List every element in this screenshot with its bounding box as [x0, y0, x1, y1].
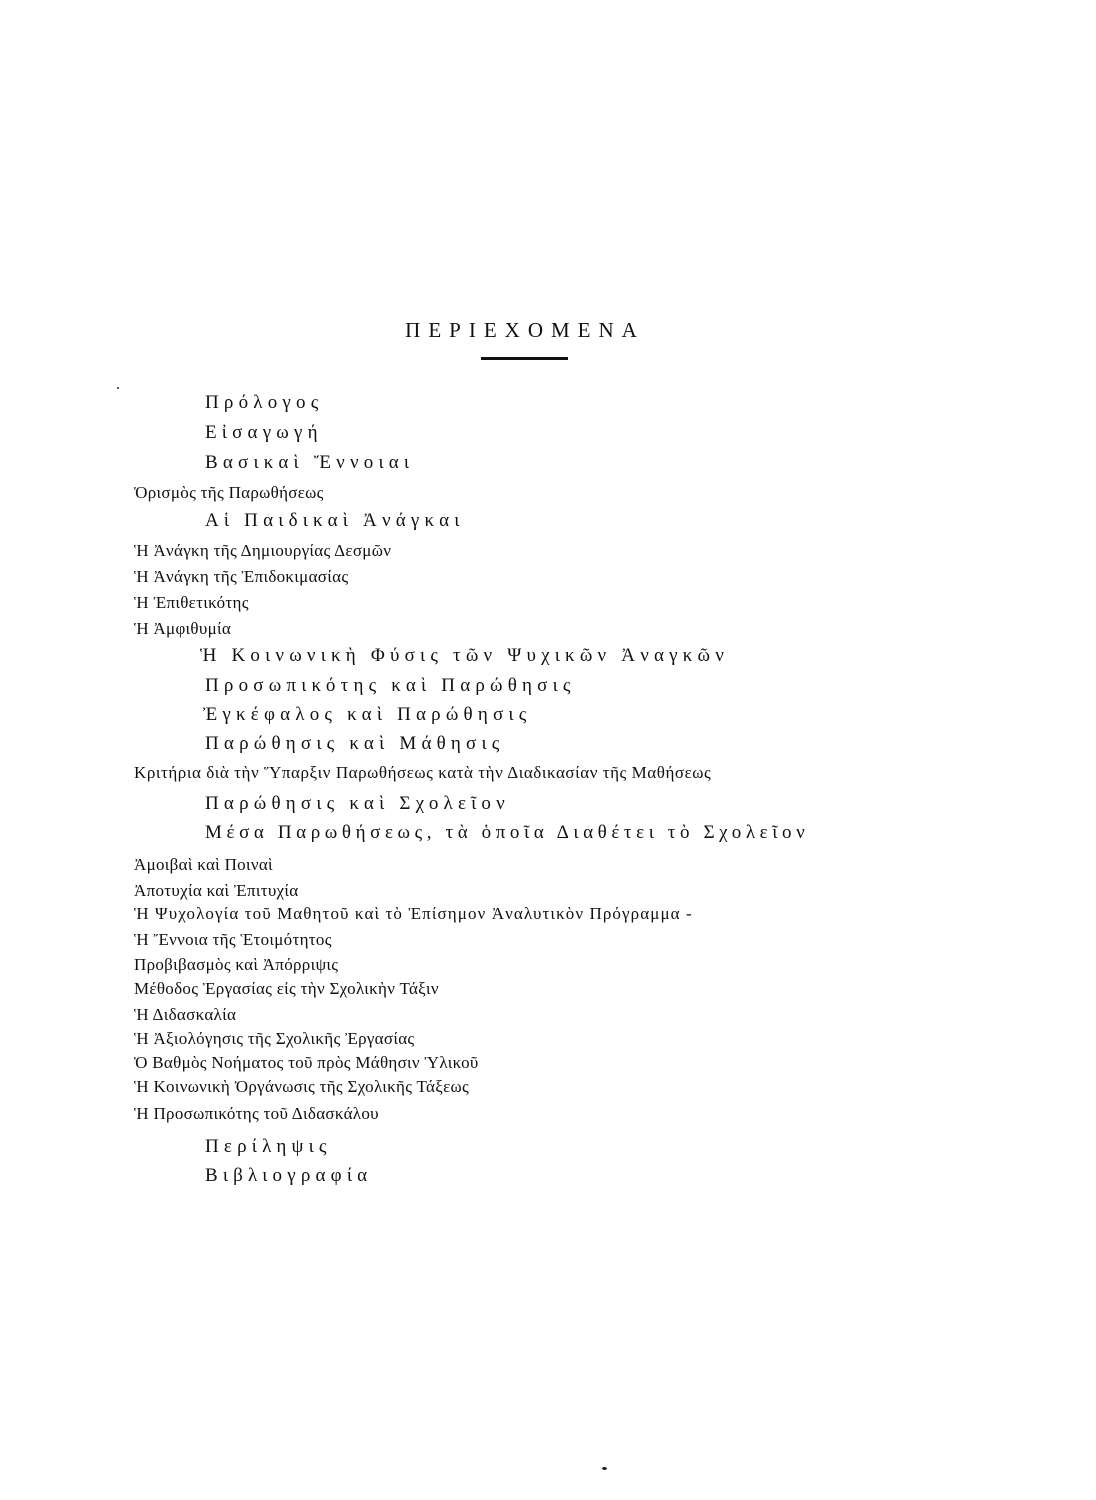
toc-entry: Ἡ Ἀξιολόγησις τῆς Σχολικῆς Ἐργασίας: [134, 1029, 415, 1048]
toc-entry: Ἡ Ἀνάγκη τῆς Ἐπιδοκιμασίας: [134, 567, 349, 586]
toc-entry: Ἡ Ἔννοια τῆς Ἑτοιμότητος: [134, 930, 332, 949]
toc-entry: Ὁρισμὸς τῆς Παρωθήσεως: [134, 483, 324, 502]
toc-entry: Παρώθησις καὶ Σχολεῖον: [205, 793, 510, 814]
scan-speck: [602, 1467, 607, 1470]
toc-entry: Εἰσαγωγή: [205, 422, 323, 443]
toc-entry: Ἡ Ἀμφιθυμία: [134, 619, 232, 638]
page-title: ΠΕΡΙΕΧΟΜΕΝΑ: [405, 318, 645, 342]
toc-entry: Κριτήρια διὰ τὴν Ὕπαρξιν Παρωθήσεως κατὰ τὴν Διαδικασίαν τῆς Μαθήσεως: [134, 763, 712, 782]
toc-entry: Πρόλογος: [205, 392, 324, 413]
toc-entry: Ἀμοιβαὶ καὶ Ποιναὶ: [134, 855, 273, 874]
toc-entry: Μέθοδος Ἐργασίας εἰς τὴν Σχολικὴν Τάξιν: [134, 979, 439, 998]
toc-entry: Προβιβασμὸς καὶ Ἀπόρριψις: [134, 955, 339, 974]
toc-entry: Ἐγκέφαλος καὶ Παρώθησις: [203, 704, 532, 725]
toc-entry: Ἡ Ψυχολογία τοῦ Μαθητοῦ καὶ τὸ Ἐπίσημον Ἀναλυτικὸν Πρόγραμμα -: [134, 904, 693, 923]
toc-entry: Ἡ Κοινωνικὴ Ὀργάνωσις τῆς Σχολικῆς Τάξεως: [134, 1077, 470, 1096]
scan-speck: [117, 387, 119, 389]
toc-entry: Ἡ Προσωπικότης τοῦ Διδασκάλου: [134, 1104, 379, 1123]
toc-entry: Ὁ Βαθμὸς Νοήματος τοῦ πρὸς Μάθησιν Ὑλικοῦ: [134, 1053, 479, 1072]
toc-entry: Περίληψις: [205, 1136, 332, 1157]
toc-entry: Αἱ Παιδικαὶ Ἀνάγκαι: [205, 510, 465, 531]
toc-entry: Ἡ Κοινωνικὴ Φύσις τῶν Ψυχικῶν Ἀναγκῶν: [200, 645, 730, 666]
toc-entry: Ἀποτυχία καὶ Ἐπιτυχία: [134, 881, 299, 900]
toc-entry: Βιβλιογραφία: [205, 1165, 373, 1186]
toc-entry: Ἡ Διδασκαλία: [134, 1005, 237, 1024]
toc-entry: Μέσα Παρωθήσεως, τὰ ὁποῖα Διαθέτει τὸ Σχολεῖον: [205, 822, 810, 843]
toc-entry: Ἡ Ἀνάγκη τῆς Δημιουργίας Δεσμῶν: [134, 541, 392, 560]
toc-entry: Βασικαὶ Ἔννοιαι: [205, 452, 415, 473]
title-underline: [481, 357, 568, 360]
toc-entry: Προσωπικότης καὶ Παρώθησις: [205, 675, 576, 696]
toc-entry: Ἡ Ἐπιθετικότης: [134, 593, 249, 612]
toc-entry: Παρώθησις καὶ Μάθησις: [205, 733, 505, 754]
